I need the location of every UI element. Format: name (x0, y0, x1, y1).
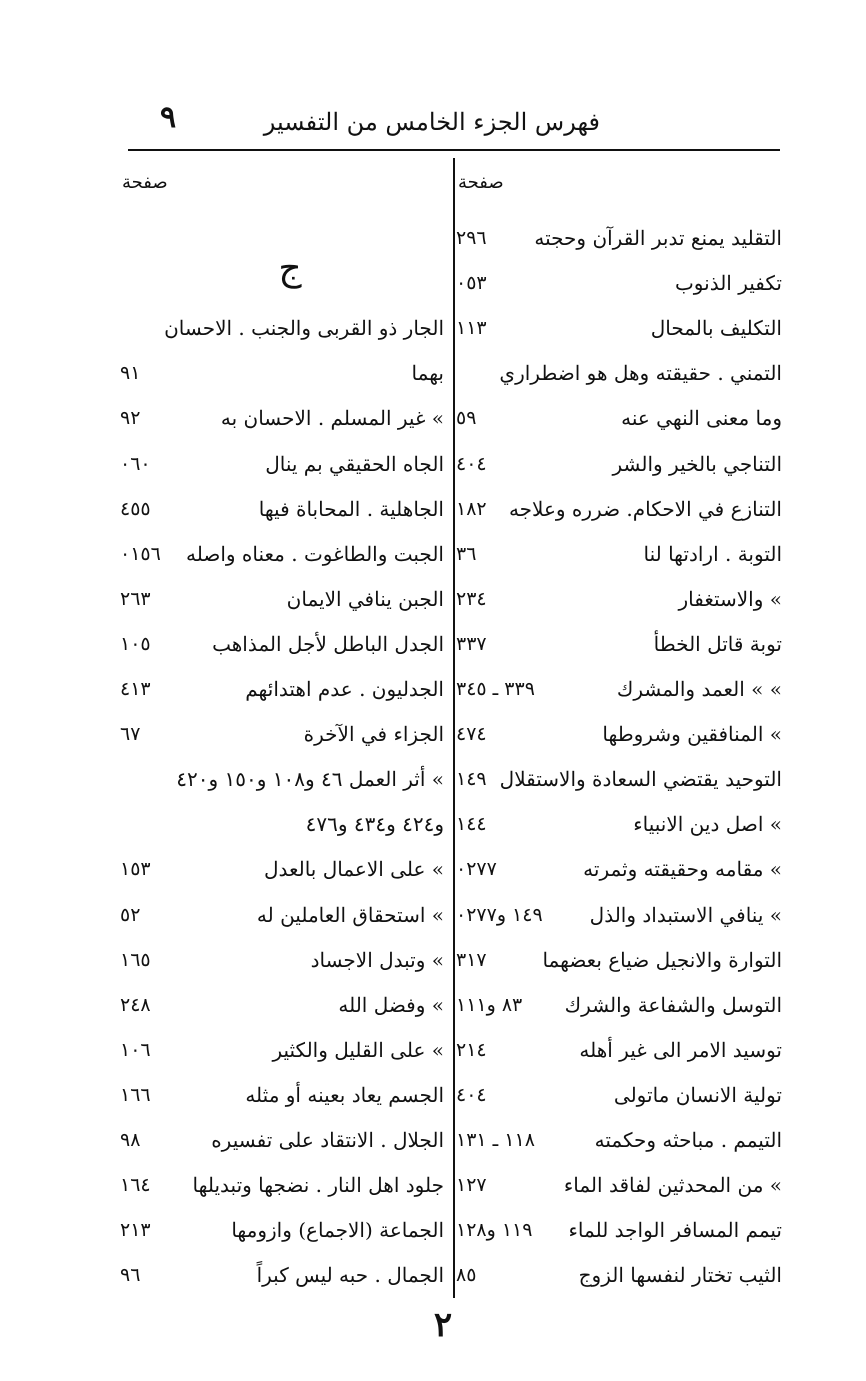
index-entry (118, 536, 444, 572)
entry-text: التوسل والشفاعة والشرك (564, 993, 782, 1017)
entry-page-number: ١٦٥ (120, 949, 151, 971)
entry-text: الجدليون . عدم اهتدائهم (245, 677, 444, 701)
entry-text: التيمم . مباحثه وحكمته (594, 1128, 782, 1152)
entry-text: الجبت والطاغوت . معناه واصله (186, 542, 444, 566)
entry-text: الجسم يعاد بعينه أو مثله (245, 1083, 444, 1107)
entry-text: التمني . حقيقته وهل هو اضطراري (499, 361, 782, 385)
page-number: ٩ (160, 100, 177, 135)
index-entry (118, 310, 444, 346)
entry-text: » وتبدل الاجساد (310, 948, 444, 972)
entry-text: » من المحدثين لفاقد الماء (563, 1173, 782, 1197)
entry-page-number: ١٥٣ (120, 858, 151, 880)
entry-page-number: ٤٥٥ (120, 498, 151, 520)
entry-text: و٤٢٤ و٤٣٤ و٤٧٦ (305, 812, 444, 836)
entry-text: » أثر العمل ٤٦ و١٠٨ و١٥٠ و٤٢٠ (176, 767, 444, 791)
index-entry (118, 1122, 444, 1158)
entry-page-number: ٩٨ (120, 1129, 141, 1151)
entry-text: التقليد يمنع تدبر القرآن وحجته (534, 226, 782, 250)
index-entry (118, 671, 444, 707)
entry-text: تولية الانسان ماتولى (613, 1083, 782, 1107)
entry-text: » والاستغفار (678, 587, 782, 611)
column-divider (453, 158, 455, 1298)
entry-text: تكفير الذنوب (674, 271, 782, 295)
index-entry (118, 897, 444, 933)
index-entry (456, 671, 782, 707)
entry-page-number: ١٦٦ (120, 1084, 151, 1106)
entry-page-number: ١٠٦ (120, 1039, 151, 1061)
index-entry (118, 761, 444, 797)
entry-text: التوارة والانجيل ضياع بعضهما (542, 948, 782, 972)
index-entry (456, 536, 782, 572)
signature-number: ٢ (433, 1305, 453, 1345)
index-entry (456, 400, 782, 436)
entry-text: » مقامه وحقيقته وثمرته (583, 857, 782, 881)
entry-page-number: ٢٩٦ (456, 227, 487, 249)
index-entry (456, 806, 782, 842)
entry-text: » غير المسلم . الاحسان به (220, 406, 444, 430)
index-entry (118, 806, 444, 842)
entry-text: » » العمد والمشرك (616, 677, 782, 701)
entry-page-number: ١٤٩ (456, 768, 487, 790)
entry-page-number: ١١٣ (456, 317, 487, 339)
entry-page-number: ٩٢ (120, 407, 141, 429)
index-entry (118, 626, 444, 662)
entry-page-number: ٠٥٣ (456, 272, 487, 294)
entry-text: » المنافقين وشروطها (602, 722, 782, 746)
entry-page-number: ٨٣ و١١١ (456, 994, 523, 1016)
index-entry (118, 1167, 444, 1203)
entry-text: توبة قاتل الخطأ (653, 632, 782, 656)
entry-text: الجاه الحقيقي بم ينال (265, 452, 444, 476)
column-label-right: صفحة (458, 172, 504, 193)
index-entry (456, 1032, 782, 1068)
entry-page-number: ٣٣٧ (456, 633, 487, 655)
entry-text: التنازع في الاحكام. ضرره وعلاجه (508, 497, 782, 521)
entry-text: وما معنى النهي عنه (621, 406, 782, 430)
entry-page-number: ٢١٣ (120, 1219, 151, 1241)
header-rule (128, 149, 780, 151)
index-entry (456, 355, 782, 391)
entry-text: الجبن ينافي الايمان (286, 587, 444, 611)
entry-text: جلود اهل النار . نضجها وتبديلها (192, 1173, 444, 1197)
column-label-left: صفحة (122, 172, 168, 193)
entry-text: التوحيد يقتضي السعادة والاستقلال (499, 767, 782, 791)
entry-page-number: ٢٣٤ (456, 588, 487, 610)
entry-text: » وفضل الله (338, 993, 444, 1017)
index-entry (456, 310, 782, 346)
entry-page-number: ٥٩ (456, 407, 477, 429)
entry-page-number: ٤٠٤ (456, 453, 487, 475)
entry-page-number: ١٤٩ و٠٢٧٧ (456, 904, 543, 926)
entry-text: الجزاء في الآخرة (303, 722, 444, 746)
index-entry (118, 1212, 444, 1248)
entry-text: تيمم المسافر الواجد للماء (568, 1218, 782, 1242)
entry-page-number: ٣١٧ (456, 949, 487, 971)
index-entry (118, 942, 444, 978)
entry-page-number: ٣٣٩ ـ ٣٤٥ (456, 678, 535, 700)
entry-page-number: ٣٦ (456, 543, 477, 565)
entry-text: » اصل دين الانبياء (633, 812, 782, 836)
index-entry (456, 1077, 782, 1113)
index-entry (456, 1257, 782, 1293)
index-entry (118, 491, 444, 527)
entry-text: الثيب تختار لنفسها الزوج (578, 1263, 782, 1287)
index-entry (456, 626, 782, 662)
index-entry (456, 716, 782, 752)
entry-page-number: ١٦٤ (120, 1174, 151, 1196)
index-entry (456, 1122, 782, 1158)
entry-page-number: ١١٨ ـ ١٣١ (456, 1129, 535, 1151)
index-entry (118, 446, 444, 482)
entry-text: الجاهلية . المحاباة فيها (258, 497, 444, 521)
entry-page-number: ٠٦٠ (120, 453, 151, 475)
entry-page-number: ٦٧ (120, 723, 141, 745)
entry-page-number: ٩٦ (120, 1264, 141, 1286)
entry-text: بهما (411, 361, 444, 385)
entry-text: » استحقاق العاملين له (256, 903, 444, 927)
index-entry (118, 987, 444, 1023)
entry-page-number: ٤٧٤ (456, 723, 487, 745)
index-entry (118, 400, 444, 436)
index-entry (456, 491, 782, 527)
entry-page-number: ٤١٣ (120, 678, 151, 700)
index-entry (456, 220, 782, 256)
entry-text: التوبة . ارادتها لنا (643, 542, 782, 566)
page-title: فهرس الجزء الخامس من التفسير (263, 108, 600, 136)
index-entry (118, 1077, 444, 1113)
entry-page-number: ٥٢ (120, 904, 141, 926)
entry-page-number: ١٤٤ (456, 813, 487, 835)
index-entry (118, 851, 444, 887)
index-entry (456, 761, 782, 797)
index-entry (118, 716, 444, 752)
entry-page-number: ٤٠٤ (456, 1084, 487, 1106)
entry-page-number: ٠١٥٦ (120, 543, 161, 565)
entry-page-number: ١١٩ و١٢٨ (456, 1219, 533, 1241)
entry-text: التكليف بالمحال (650, 316, 782, 340)
entry-text: الجدل الباطل لأجل المذاهب (212, 632, 444, 656)
index-entry (118, 355, 444, 391)
index-entry (456, 897, 782, 933)
entry-text: الجمال . حبه ليس كبراً (256, 1263, 444, 1287)
index-entry (456, 851, 782, 887)
entry-text: » على الاعمال بالعدل (263, 857, 444, 881)
entry-text: توسيد الامر الى غير أهله (579, 1038, 782, 1062)
index-entry (118, 1032, 444, 1068)
index-entry (456, 581, 782, 617)
entry-text: » على القليل والكثير (272, 1038, 444, 1062)
entry-page-number: ١٠٥ (120, 633, 151, 655)
entry-page-number: ٢٤٨ (120, 994, 151, 1016)
index-entry (456, 942, 782, 978)
entry-text: التناجي بالخير والشر (612, 452, 782, 476)
index-entry (456, 265, 782, 301)
entry-page-number: ٢٦٣ (120, 588, 151, 610)
entry-page-number: ٢١٤ (456, 1039, 487, 1061)
index-entry (456, 1212, 782, 1248)
entry-text: الجلال . الانتقاد على تفسيره (211, 1128, 444, 1152)
entry-page-number: ٠٢٧٧ (456, 858, 497, 880)
entry-text: » ينافي الاستبداد والذل (589, 903, 782, 927)
index-entry (118, 581, 444, 617)
index-entry (456, 446, 782, 482)
index-entry (456, 1167, 782, 1203)
entry-page-number: ١٢٧ (456, 1174, 487, 1196)
index-entry (118, 1257, 444, 1293)
entry-page-number: ٨٥ (456, 1264, 477, 1286)
entry-text: الجماعة (الاجماع) وازومها (231, 1218, 444, 1242)
entry-text: الجار ذو القربى والجنب . الاحسان (164, 316, 444, 340)
entry-page-number: ١٨٢ (456, 498, 487, 520)
entry-page-number: ٩١ (120, 362, 141, 384)
index-entry (456, 987, 782, 1023)
letter-heading: ج (278, 248, 302, 289)
